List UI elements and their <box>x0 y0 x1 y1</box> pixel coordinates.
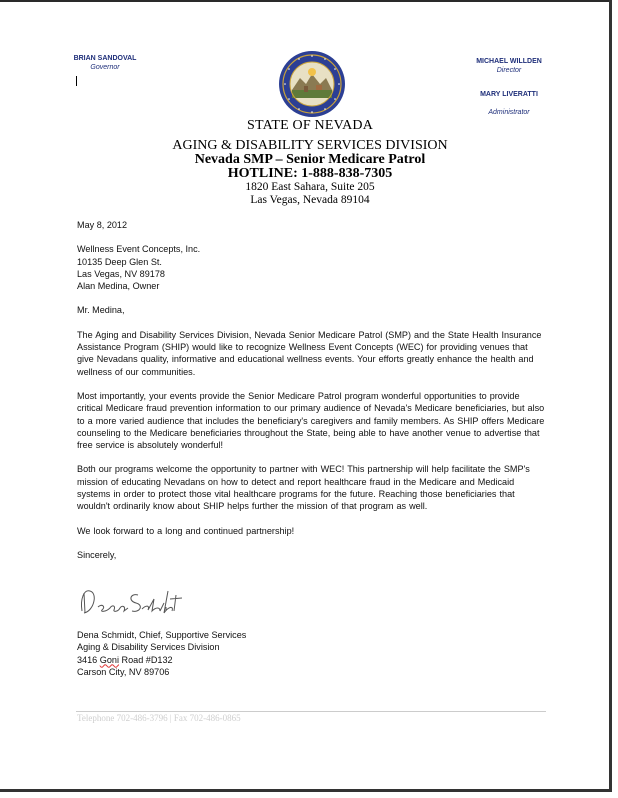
governor-name: BRIAN SANDOVAL <box>73 55 137 62</box>
letterhead <box>120 118 500 207</box>
director-title: Director <box>496 67 522 74</box>
director-name: MICHAEL WILLDEN <box>476 58 542 65</box>
street-number: 3416 <box>77 654 98 665</box>
letter-date: May 8, 2012 <box>77 220 128 230</box>
paragraph: The Aging and Disability Services Division, Nevada Senior Medicare Patrol (SMP) and the State Health Insurance Assistance Program (SHIP) would like to recognize Wellness Event Concepts (WEC) for providing venues that give Nevadans quality, informative and educational wellness events. Your efforts greatly enhance the health and wellness of our communities. <box>77 329 542 377</box>
salutation: Mr. Medina, <box>77 305 125 316</box>
text-cursor <box>76 76 77 86</box>
administrator-title: Administrator <box>488 109 530 116</box>
governor-title: Governor <box>90 64 120 71</box>
signer-street <box>77 654 377 666</box>
closing: Sincerely, <box>77 549 117 560</box>
signer-block <box>77 629 377 678</box>
footer-divider <box>76 711 546 712</box>
street-name: Goni <box>99 654 119 665</box>
letter-body <box>77 219 547 561</box>
recipient-line: Alan Medina, Owner <box>77 281 160 292</box>
signer-name-title: Dena Schmidt, Chief, Supportive Services <box>77 630 247 640</box>
nevada-state-seal-icon <box>278 50 346 118</box>
paragraph: Both our programs welcome the opportunity to partner with WEC! This partnership will help facilitate the SMP's mission of educating Nevadans on how to detect and report healthcare fraud in the Medicare and Medicaid systems in order to protect those vital healthcare programs for the future. Reaching those beneficiaries that wouldn't ordinarily know about SHIP helps further the mission of that program as well. <box>77 464 530 512</box>
program-name: Nevada SMP – Senior Medicare Patrol <box>194 152 426 167</box>
office-address-line2: Las Vegas, Nevada 89104 <box>250 194 370 206</box>
office-address-line1: 1820 East Sahara, Suite 205 <box>245 181 375 193</box>
footer-contact: Telephone 702-486-3796 | Fax 702-486-0865 <box>77 713 241 723</box>
right-officials-block <box>473 57 545 117</box>
signer-city: Carson City, NV 89706 <box>77 666 170 677</box>
division-name: AGING & DISABILITY SERVICES DIVISION <box>172 138 448 153</box>
left-official-block <box>70 54 140 72</box>
paragraph: Most importantly, your events provide the Senior Medicare Patrol program wonderful opportunities to provide critical Medicare fraud prevention information to our primary audience of Nevada's Medicare beneficiaries, but also to a more varied audience that includes the beneficiary's caregivers and family members. As SHIP offers Medicare counseling to the Medicare beneficiaries throughout the State, being able to have another venue to advertise that free service is absolutely wonderful! <box>77 390 545 451</box>
recipient-line: Las Vegas, NV 89178 <box>77 268 165 279</box>
administrator-name: MARY LIVERATTI <box>480 91 538 98</box>
recipient-address <box>77 243 547 292</box>
top-border <box>0 0 612 2</box>
signer-division: Aging & Disability Services Division <box>77 642 220 653</box>
hotline: HOTLINE: 1-888-838-7305 <box>227 166 393 181</box>
state-name: STATE OF NEVADA <box>246 118 374 133</box>
recipient-line: Wellness Event Concepts, Inc. <box>77 244 201 255</box>
paragraph: We look forward to a long and continued partnership! <box>77 525 295 536</box>
recipient-line: 10135 Deep Glen St. <box>77 256 162 267</box>
handwritten-signature <box>76 581 196 621</box>
street-rest: Road #D132 <box>121 654 173 665</box>
